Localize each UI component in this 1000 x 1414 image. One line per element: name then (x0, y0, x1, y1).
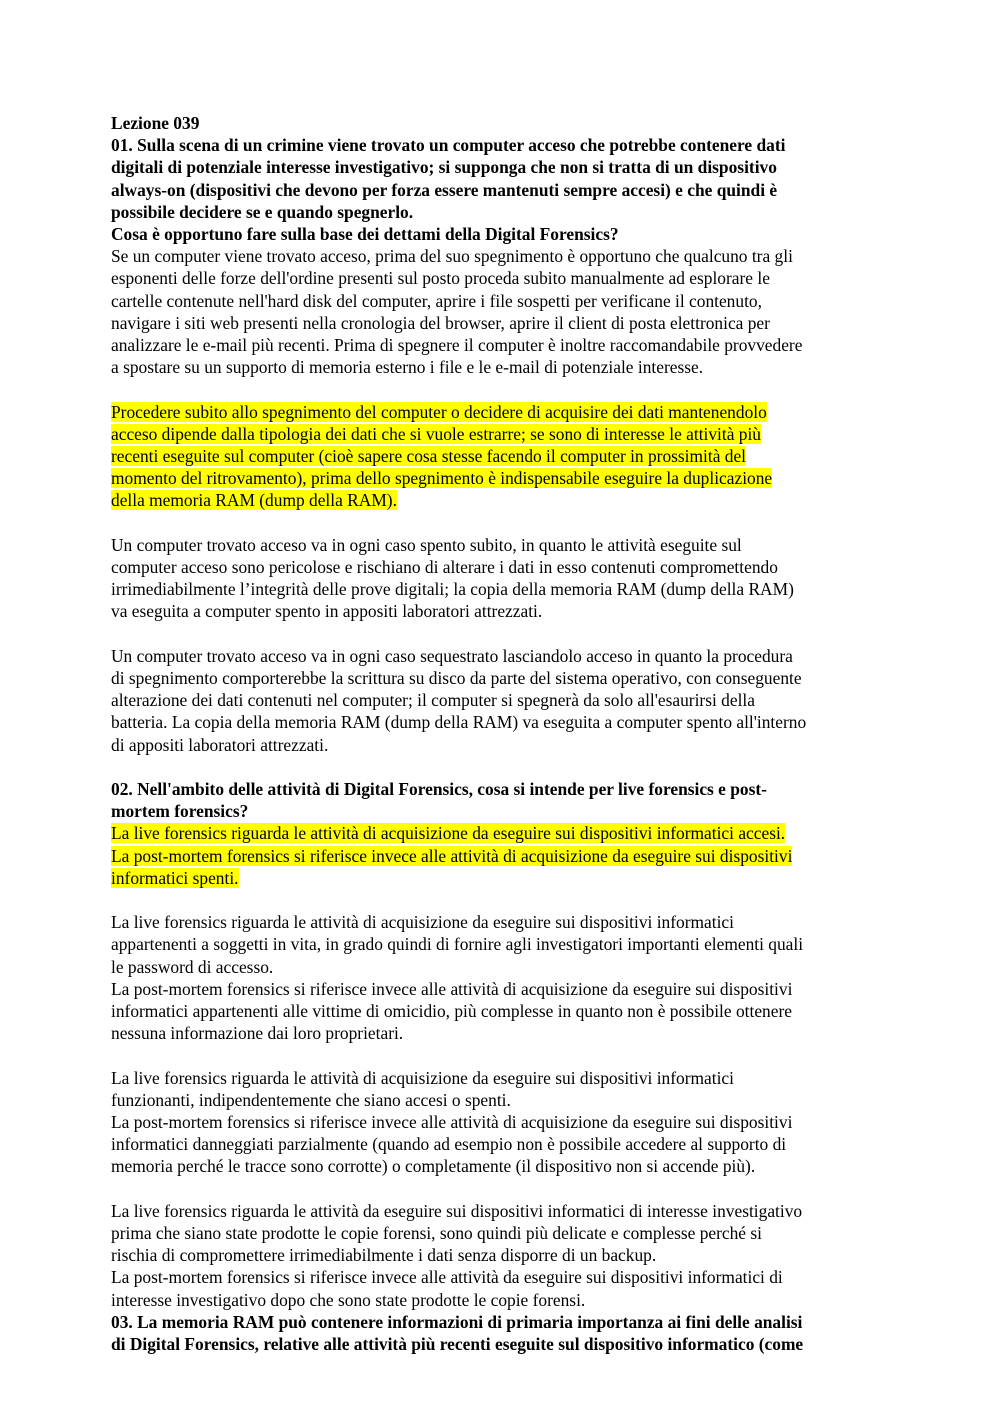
answer-option (111, 1067, 891, 1178)
answer-line: esponenti delle forze dell'ordine presenti sul posto proceda subito manualmente ad esplorare le (111, 268, 770, 289)
answer-option (111, 645, 891, 756)
answer-line: La post-mortem forensics si riferisce invece alle attività da eseguire sui dispositivi informatici di (111, 1267, 783, 1288)
answer-line: va eseguita a computer spento in appositi laboratori attrezzati. (111, 601, 543, 622)
spacer (111, 378, 891, 400)
spacer (111, 512, 891, 534)
question-line: Cosa è opportuno fare sulla base dei dettami della Digital Forensics? (111, 224, 619, 245)
answer-line: informatici danneggiati parzialmente (quando ad esempio non è possibile accedere al supporto di (111, 1134, 787, 1155)
answer-line: funzionanti, indipendentemente che siano accesi o spenti. (111, 1089, 511, 1110)
question-line: possibile decidere se e quando spegnerlo. (111, 201, 414, 222)
answer-line: alterazione dei dati contenuti nel computer; il computer si spegnerà da solo all'esaurirsi della (111, 690, 755, 711)
question-line: always-on (dispositivi che devono per forza essere mantenuti sempre accesi) e che quindi è (111, 179, 778, 200)
answer-line: La post-mortem forensics si riferisce invece alle attività di acquisizione da eseguire sui dispositivi (111, 978, 793, 999)
question-line: di Digital Forensics, relative alle attività più recenti eseguite sul dispositivo informatico (come (111, 1334, 804, 1355)
spacer (111, 623, 891, 645)
answer-line: Un computer trovato acceso va in ogni caso sequestrato lasciandolo acceso in quanto la procedura (111, 645, 793, 666)
lesson-title: Lezione 039 (111, 113, 200, 133)
spacer (111, 756, 891, 778)
answer-line: a spostare su un supporto di memoria esterno i file e le e-mail di potenziale interesse. (111, 357, 704, 378)
answer-line: Se un computer viene trovato acceso, prima del suo spegnimento è opportuno che qualcuno tra gli (111, 246, 793, 267)
highlighted-answer-line: informatici spenti. (111, 867, 239, 888)
spacer (111, 1044, 891, 1066)
answer-line: le password di accesso. (111, 956, 274, 977)
answer-line: La post-mortem forensics si riferisce invece alle attività di acquisizione da eseguire sui dispositivi (111, 1112, 793, 1133)
answer-line: cartelle contenute nell'hard disk del computer, aprire i file sospetti per verificane il contenuto, (111, 290, 762, 311)
document-page (111, 112, 891, 1355)
highlighted-answer-line: momento del ritrovamento), prima dello spegnimento è indispensabile eseguire la duplicazione (111, 468, 773, 489)
answer-line: Un computer trovato acceso va in ogni caso spento subito, in quanto le attività eseguite sul (111, 534, 742, 555)
answer-line: La live forensics riguarda le attività da eseguire sui dispositivi informatici di interesse investigativo (111, 1200, 803, 1221)
answer-line: di spegnimento comporterebbe la scrittura su disco da parte del sistema operativo, con conseguente (111, 668, 802, 689)
question-1 (111, 134, 891, 245)
answer-line: interesse investigativo dopo che sono state prodotte le copie forensi. (111, 1289, 586, 1310)
answer-line: appartenenti a soggetti in vita, in grado quindi di fornire agli investigatori importanti elementi quali (111, 934, 804, 955)
highlighted-answer-line: della memoria RAM (dump della RAM). (111, 490, 397, 511)
highlighted-answer-line: Procedere subito allo spegnimento del computer o decidere di acquisire dei dati mantenendolo (111, 401, 767, 422)
answer-line: computer acceso sono pericolose e rischiano di alterare i dati in esso contenuti compromettendo (111, 557, 778, 578)
answer-option-correct (111, 401, 891, 512)
spacer (111, 889, 891, 911)
highlighted-answer-line: La live forensics riguarda le attività di acquisizione da eseguire sui dispositivi informatici accesi. (111, 823, 786, 844)
answer-line: La live forensics riguarda le attività di acquisizione da eseguire sui dispositivi informatici (111, 1067, 734, 1088)
highlighted-answer-line: acceso dipende dalla tipologia dei dati che si vuole estrarre; se sono di interesse le attività più (111, 423, 762, 444)
question-3 (111, 1311, 891, 1355)
question-2 (111, 778, 891, 822)
answer-option-correct (111, 822, 891, 889)
answer-line: navigare i siti web presenti nella cronologia del browser, aprire il client di posta elettronica per (111, 312, 770, 333)
answer-option (111, 911, 891, 1044)
answer-line: batteria. La copia della memoria RAM (dump della RAM) va eseguita a computer spento all'interno (111, 712, 807, 733)
highlighted-answer-line: recenti eseguite sul computer (cioè sapere cosa stesse facendo il computer in prossimità del (111, 446, 747, 467)
question-line: mortem forensics? (111, 801, 249, 822)
answer-line: informatici appartenenti alle vittime di omicidio, più complesse in quanto non è possibile ottenere (111, 1001, 792, 1022)
answer-line: rischia di compromettere irrimediabilmente i dati senza disporre di un backup. (111, 1245, 657, 1266)
question-line: digitali di potenziale interesse investigativo; si supponga che non si tratta di un dispositivo (111, 157, 777, 178)
question-line: 01. Sulla scena di un crimine viene trovato un computer acceso che potrebbe contenere dati (111, 135, 786, 156)
answer-line: analizzare le e-mail più recenti. Prima di spegnere il computer è inoltre raccomandabile provvedere (111, 335, 803, 356)
answer-option (111, 534, 891, 623)
question-line: 02. Nell'ambito delle attività di Digital Forensics, cosa si intende per live forensics e post- (111, 779, 767, 800)
answer-line: irrimediabilmente l’integrità delle prove digitali; la copia della memoria RAM (dump della RAM) (111, 579, 794, 600)
answer-line: La live forensics riguarda le attività di acquisizione da eseguire sui dispositivi informatici (111, 912, 734, 933)
answer-option (111, 245, 891, 378)
highlighted-answer-line: La post-mortem forensics si riferisce invece alle attività di acquisizione da eseguire sui dispositivi (111, 845, 793, 866)
question-line: 03. La memoria RAM può contenere informazioni di primaria importanza ai fini delle analisi (111, 1311, 803, 1332)
answer-option (111, 1200, 891, 1311)
answer-line: di appositi laboratori attrezzati. (111, 734, 329, 755)
answer-line: nessuna informazione dai loro proprietari. (111, 1023, 404, 1044)
spacer (111, 1178, 891, 1200)
answer-line: prima che siano state prodotte le copie forensi, sono quindi più delicate e complesse perché si (111, 1223, 762, 1244)
answer-line: memoria perché le tracce sono corrotte) o completamente (il dispositivo non si accende più). (111, 1156, 756, 1177)
